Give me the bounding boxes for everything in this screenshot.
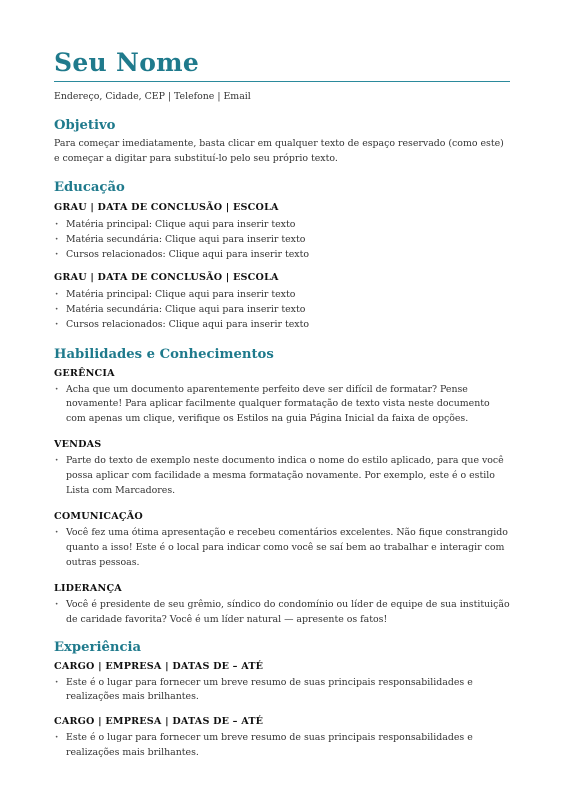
education-entry-heading[interactable]: GRAU | DATA DE CONCLUSÃO | ESCOLA: [54, 272, 279, 284]
skills-group-list: [54, 598, 510, 628]
skills-group-heading[interactable]: COMUNICAÇÃO: [54, 511, 143, 522]
experience-entry-heading[interactable]: CARGO | EMPRESA | DATAS DE – ATÉ: [54, 716, 264, 728]
skills-section: [54, 347, 510, 628]
resume-name[interactable]: Seu Nome: [54, 48, 200, 77]
experience-entry-list: [54, 676, 510, 706]
education-entry: [54, 271, 510, 332]
list-item[interactable]: · Matéria secundária: Clique aqui para inserir texto: [54, 232, 510, 247]
education-entry-list: [54, 217, 510, 262]
experience-entry-heading[interactable]: CARGO | EMPRESA | DATAS DE – ATÉ: [54, 660, 264, 672]
skills-group: [54, 367, 510, 428]
objective-text[interactable]: Para começar imediatamente, basta clicar em qualquer texto de espaço reservado (como este) e começar a digitar para substituí-lo pelo seu próprio texto.: [54, 138, 504, 164]
list-item[interactable]: · Cursos relacionados: Clique aqui para inserir texto: [54, 317, 510, 332]
list-item[interactable]: · Matéria principal: Clique aqui para inserir texto: [54, 217, 510, 232]
skills-group: [54, 582, 510, 628]
header-divider: [54, 81, 510, 82]
experience-entry-list: [54, 731, 510, 761]
list-item[interactable]: · Este é o lugar para fornecer um breve resumo de suas principais responsabilidades e realizações mais brilhantes.: [54, 731, 510, 761]
experience-section: [54, 640, 510, 762]
education-entry-list: [54, 287, 510, 332]
skills-group-list: [54, 383, 510, 428]
list-item[interactable]: · Matéria secundária: Clique aqui para inserir texto: [54, 302, 510, 317]
skills-group: [54, 510, 510, 571]
education-entry: [54, 201, 510, 262]
experience-title: Experiência: [54, 639, 142, 655]
skills-group-heading[interactable]: LIDERANÇA: [54, 582, 122, 594]
contact-line[interactable]: Endereço, Cidade, CEP | Telefone | Email: [54, 91, 251, 102]
list-item[interactable]: · Você é presidente de seu grêmio, síndico do condomínio ou líder de equipe de sua instituição de caridade favorita? Você é um líder natural — apresente os fatos!: [54, 598, 510, 628]
education-entry-heading[interactable]: GRAU | DATA DE CONCLUSÃO | ESCOLA: [54, 202, 279, 213]
list-item[interactable]: · Este é o lugar para fornecer um breve resumo de suas principais responsabilidades e realizações mais brilhantes.: [54, 676, 510, 706]
skills-group-list: [54, 454, 510, 499]
list-item[interactable]: · Você fez uma ótima apresentação e recebeu comentários excelentes. Não fique constrangido quanto a isso! Este é o local para indicar como você se saí bem ao trabalhar e interagir com outras pessoas.: [54, 526, 510, 571]
list-item[interactable]: · Parte do texto de exemplo neste documento indica o nome do estilo aplicado, para que você possa aplicar com facilidade a mesma formatação novamente. Por exemplo, este é o estilo Lista com Marcadores.: [54, 454, 510, 499]
skills-group-heading[interactable]: VENDAS: [54, 439, 102, 451]
objective-title: Objetivo: [54, 118, 116, 133]
experience-entry: [54, 715, 510, 761]
education-section: [54, 180, 510, 333]
skills-title: Habilidades e Conhecimentos: [54, 346, 274, 362]
objective-section: [54, 118, 510, 166]
skills-group-list: [54, 526, 510, 571]
list-item[interactable]: · Matéria principal: Clique aqui para inserir texto: [54, 287, 510, 302]
list-item[interactable]: · Cursos relacionados: Clique aqui para inserir texto: [54, 247, 510, 262]
skills-group-heading[interactable]: GERÊNCIA: [54, 367, 115, 379]
list-item[interactable]: · Acha que um documento aparentemente perfeito deve ser difícil de formatar? Pense novamente! Para aplicar facilmente qualquer formatação de texto vista neste documento com apenas um clique, verifique os Estilos na guia Página Inicial da faixa de opções.: [54, 383, 510, 428]
experience-entry: [54, 660, 510, 706]
education-title: Educação: [54, 180, 125, 195]
skills-group: [54, 438, 510, 499]
